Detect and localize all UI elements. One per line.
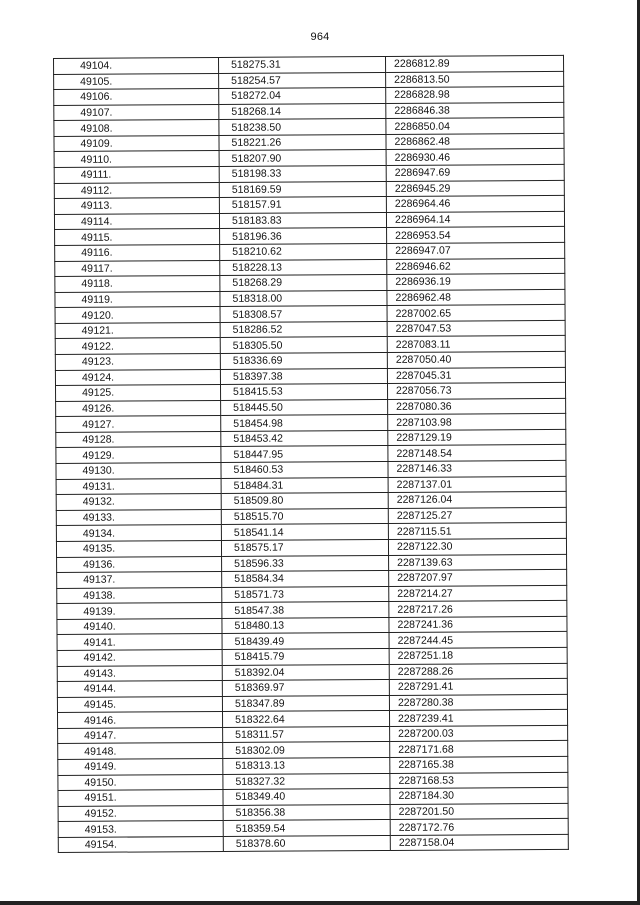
x-coordinate-cell: 518415.53	[220, 384, 387, 401]
y-coordinate-cell: 2287126.04	[388, 492, 566, 509]
point-number-cell: 49138.	[57, 587, 222, 604]
x-coordinate-cell: 518308.57	[220, 306, 387, 323]
x-coordinate-cell: 518454.98	[221, 415, 388, 432]
point-number-cell: 49137.	[57, 572, 222, 589]
x-coordinate-cell: 518480.13	[222, 617, 389, 634]
y-coordinate-cell: 2287115.51	[388, 523, 566, 540]
x-coordinate-cell: 518286.52	[220, 321, 387, 338]
point-number-cell: 49146.	[57, 712, 222, 729]
y-coordinate-cell: 2287146.33	[388, 460, 566, 477]
point-number-cell: 49127.	[56, 416, 221, 433]
x-coordinate-cell: 518397.38	[220, 368, 387, 385]
y-coordinate-cell: 2286936.19	[387, 273, 565, 290]
scan-edge-bottom	[0, 901, 640, 905]
point-number-cell: 49148.	[58, 743, 223, 760]
point-number-cell: 49130.	[56, 463, 221, 480]
y-coordinate-cell: 2286813.50	[386, 71, 564, 88]
point-number-cell: 49153.	[58, 821, 223, 838]
y-coordinate-cell: 2286946.62	[387, 258, 565, 275]
x-coordinate-cell: 518460.53	[221, 461, 388, 478]
y-coordinate-cell: 2287171.68	[390, 741, 568, 758]
y-coordinate-cell: 2287239.41	[389, 710, 567, 727]
point-number-cell: 49114.	[54, 213, 219, 230]
y-coordinate-cell: 2287139.63	[389, 554, 567, 571]
x-coordinate-cell: 518254.57	[219, 72, 386, 89]
x-coordinate-cell: 518575.17	[221, 539, 388, 556]
y-coordinate-cell: 2286812.89	[385, 55, 563, 72]
x-coordinate-cell: 518169.59	[219, 181, 386, 198]
point-number-cell: 49147.	[58, 727, 223, 744]
point-number-cell: 49122.	[55, 338, 220, 355]
x-coordinate-cell: 518347.89	[222, 695, 389, 712]
point-number-cell: 49106.	[54, 89, 219, 106]
y-coordinate-cell: 2287158.04	[390, 834, 568, 851]
y-coordinate-cell: 2286945.29	[386, 180, 564, 197]
table-row	[58, 834, 568, 853]
x-coordinate-cell: 518210.62	[220, 243, 387, 260]
y-coordinate-cell: 2287184.30	[390, 788, 568, 805]
x-coordinate-cell: 518369.97	[222, 680, 389, 697]
y-coordinate-cell: 2286930.46	[386, 149, 564, 166]
point-number-cell: 49116.	[55, 244, 220, 261]
x-coordinate-cell: 518484.31	[221, 477, 388, 494]
y-coordinate-cell: 2287045.31	[387, 367, 565, 384]
y-coordinate-cell: 2287050.40	[387, 351, 565, 368]
x-coordinate-cell: 518584.34	[222, 571, 389, 588]
x-coordinate-cell: 518268.14	[219, 103, 386, 120]
x-coordinate-cell: 518445.50	[221, 399, 388, 416]
x-coordinate-cell: 518515.70	[221, 508, 388, 525]
y-coordinate-cell: 2287002.65	[387, 305, 565, 322]
y-coordinate-cell: 2286846.38	[386, 102, 564, 119]
y-coordinate-cell: 2287207.97	[389, 569, 567, 586]
point-number-cell: 49109.	[54, 135, 219, 152]
point-number-cell: 49143.	[57, 665, 222, 682]
point-number-cell: 49133.	[56, 509, 221, 526]
y-coordinate-cell: 2287137.01	[388, 476, 566, 493]
x-coordinate-cell: 518349.40	[223, 789, 390, 806]
y-coordinate-cell: 2287200.03	[390, 725, 568, 742]
y-coordinate-cell: 2286850.04	[386, 118, 564, 135]
point-number-cell: 49128.	[56, 431, 221, 448]
x-coordinate-cell: 518275.31	[218, 56, 385, 73]
point-number-cell: 49139.	[57, 603, 222, 620]
x-coordinate-cell: 518198.33	[219, 166, 386, 183]
point-number-cell: 49113.	[54, 198, 219, 215]
point-number-cell: 49107.	[54, 104, 219, 121]
y-coordinate-cell: 2287251.18	[389, 647, 567, 664]
x-coordinate-cell: 518322.64	[222, 711, 389, 728]
x-coordinate-cell: 518415.79	[222, 648, 389, 665]
x-coordinate-cell: 518356.38	[223, 804, 390, 821]
y-coordinate-cell: 2287148.54	[388, 445, 566, 462]
y-coordinate-cell: 2287172.76	[390, 819, 568, 836]
point-number-cell: 49115.	[55, 229, 220, 246]
x-coordinate-cell: 518207.90	[219, 150, 386, 167]
y-coordinate-cell: 2287165.38	[390, 756, 568, 773]
point-number-cell: 49131.	[56, 478, 221, 495]
x-coordinate-cell: 518596.33	[222, 555, 389, 572]
point-number-cell: 49141.	[57, 634, 222, 651]
x-coordinate-cell: 518336.69	[220, 352, 387, 369]
y-coordinate-cell: 2287129.19	[388, 429, 566, 446]
point-number-cell: 49132.	[56, 494, 221, 511]
y-coordinate-cell: 2287201.50	[390, 803, 568, 820]
y-coordinate-cell: 2287217.26	[389, 601, 567, 618]
point-number-cell: 49152.	[58, 805, 223, 822]
x-coordinate-cell: 518305.50	[220, 337, 387, 354]
y-coordinate-cell: 2286964.14	[386, 211, 564, 228]
coordinates-table-body	[54, 55, 569, 853]
point-number-cell: 49111.	[54, 167, 219, 184]
page-number: 964	[310, 31, 330, 43]
y-coordinate-cell: 2286962.48	[387, 289, 565, 306]
y-coordinate-cell: 2287122.30	[388, 538, 566, 555]
y-coordinate-cell: 2287047.53	[387, 320, 565, 337]
x-coordinate-cell: 518313.13	[223, 757, 390, 774]
point-number-cell: 49120.	[55, 307, 220, 324]
y-coordinate-cell: 2286947.69	[386, 164, 564, 181]
point-number-cell: 49110.	[54, 151, 219, 168]
y-coordinate-cell: 2287168.53	[390, 772, 568, 789]
x-coordinate-cell: 518196.36	[220, 228, 387, 245]
point-number-cell: 49144.	[57, 681, 222, 698]
y-coordinate-cell: 2287280.38	[389, 694, 567, 711]
y-coordinate-cell: 2287291.41	[389, 678, 567, 695]
x-coordinate-cell: 518547.38	[222, 602, 389, 619]
coordinates-table	[53, 55, 569, 854]
point-number-cell: 49124.	[55, 369, 220, 386]
point-number-cell: 49125.	[56, 385, 221, 402]
point-number-cell: 49119.	[55, 291, 220, 308]
point-number-cell: 49126.	[56, 400, 221, 417]
x-coordinate-cell: 518378.60	[223, 835, 390, 852]
point-number-cell: 49149.	[58, 758, 223, 775]
y-coordinate-cell: 2286828.98	[386, 87, 564, 104]
x-coordinate-cell: 518183.83	[219, 212, 386, 229]
point-number-cell: 49150.	[58, 774, 223, 791]
point-number-cell: 49104.	[54, 57, 219, 74]
point-number-cell: 49118.	[55, 276, 220, 293]
y-coordinate-cell: 2286862.48	[386, 133, 564, 150]
x-coordinate-cell: 518447.95	[221, 446, 388, 463]
y-coordinate-cell: 2287241.36	[389, 616, 567, 633]
y-coordinate-cell: 2286953.54	[387, 227, 565, 244]
x-coordinate-cell: 518318.00	[220, 290, 387, 307]
point-number-cell: 49140.	[57, 618, 222, 635]
point-number-cell: 49123.	[55, 353, 220, 370]
x-coordinate-cell: 518359.54	[223, 820, 390, 837]
point-number-cell: 49135.	[56, 540, 221, 557]
y-coordinate-cell: 2287214.27	[389, 585, 567, 602]
y-coordinate-cell: 2286964.46	[386, 196, 564, 213]
y-coordinate-cell: 2287244.45	[389, 632, 567, 649]
x-coordinate-cell: 518272.04	[219, 88, 386, 105]
y-coordinate-cell: 2287083.11	[387, 336, 565, 353]
point-number-cell: 49151.	[58, 790, 223, 807]
y-coordinate-cell: 2287080.36	[388, 398, 566, 415]
point-number-cell: 49129.	[56, 447, 221, 464]
point-number-cell: 49117.	[55, 260, 220, 277]
y-coordinate-cell: 2287103.98	[388, 414, 566, 431]
point-number-cell: 49108.	[54, 120, 219, 137]
x-coordinate-cell: 518268.29	[220, 275, 387, 292]
y-coordinate-cell: 2287125.27	[388, 507, 566, 524]
x-coordinate-cell: 518571.73	[222, 586, 389, 603]
x-coordinate-cell: 518453.42	[221, 430, 388, 447]
x-coordinate-cell: 518327.32	[223, 773, 390, 790]
x-coordinate-cell: 518228.13	[220, 259, 387, 276]
y-coordinate-cell: 2287056.73	[387, 383, 565, 400]
x-coordinate-cell: 518221.26	[219, 134, 386, 151]
point-number-cell: 49134.	[56, 525, 221, 542]
point-number-cell: 49145.	[57, 696, 222, 713]
y-coordinate-cell: 2287288.26	[389, 663, 567, 680]
x-coordinate-cell: 518157.91	[219, 197, 386, 214]
point-number-cell: 49121.	[55, 322, 220, 339]
point-number-cell: 49142.	[57, 649, 222, 666]
point-number-cell: 49154.	[58, 836, 223, 853]
point-number-cell: 49112.	[54, 182, 219, 199]
x-coordinate-cell: 518238.50	[219, 119, 386, 136]
x-coordinate-cell: 518392.04	[222, 664, 389, 681]
x-coordinate-cell: 518302.09	[223, 742, 390, 759]
x-coordinate-cell: 518541.14	[221, 524, 388, 541]
y-coordinate-cell: 2286947.07	[387, 242, 565, 259]
x-coordinate-cell: 518311.57	[223, 726, 390, 743]
point-number-cell: 49136.	[57, 556, 222, 573]
x-coordinate-cell: 518439.49	[222, 633, 389, 650]
point-number-cell: 49105.	[54, 73, 219, 90]
x-coordinate-cell: 518509.80	[221, 493, 388, 510]
